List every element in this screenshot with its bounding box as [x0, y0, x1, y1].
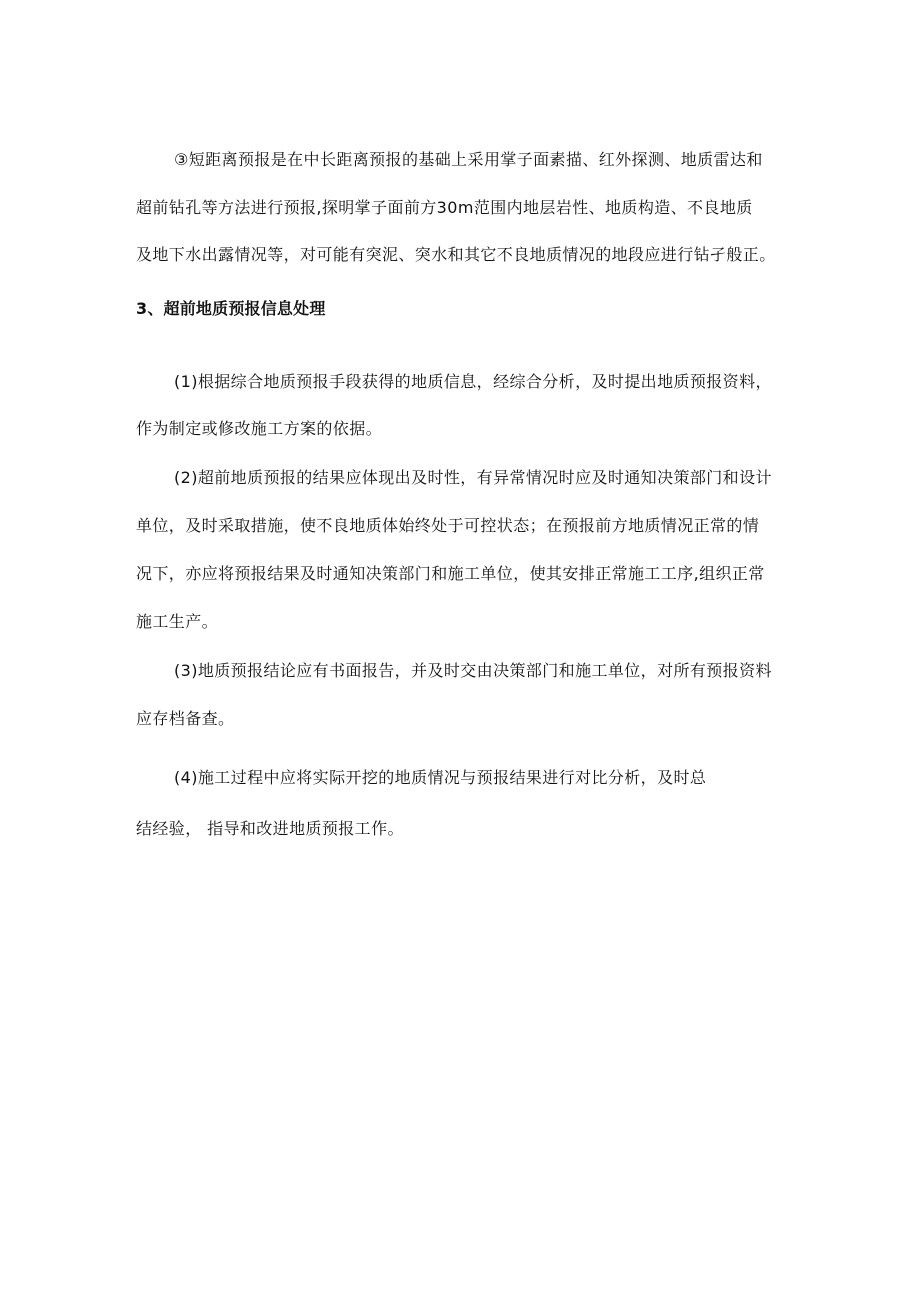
text-line: ③短距离预报是在中长距离预报的基础上采用掌子面素描、红外探测、地质雷达和: [174, 150, 763, 169]
section-heading: 3、超前地质预报信息处理: [136, 299, 326, 318]
text-line: 施工生产。: [136, 612, 219, 631]
text-line: (2)超前地质预报的结果应体现出及时性，有异常情况时应及时通知决策部门和设计: [174, 468, 772, 487]
text-line: 况下，亦应将预报结果及时通知决策部门和施工单位，使其安排正常施工工序,组织正常: [136, 564, 765, 583]
text-line: (4)施工过程中应将实际开挖的地质情况与预报结果进行对比分析，及时总: [174, 768, 707, 787]
text-line: 单位，及时采取措施，使不良地质体始终处于可控状态；在预报前方地质情况正常的情: [136, 516, 760, 535]
text-line: 应存档备查。: [136, 709, 235, 728]
text-line: 及地下水出露情况等，对可能有突泥、突水和其它不良地质情况的地段应进行钻孑般正。: [136, 245, 776, 264]
text-line: 作为制定或修改施工方案的依据。: [136, 419, 383, 438]
text-line: 超前钻孔等方法进行预报,探明掌子面前方30m范围内地层岩性、地质构造、不良地质: [136, 198, 753, 217]
text-line: 结经验， 指导和改进地质预报工作。: [136, 819, 404, 838]
text-line: (3)地质预报结论应有书面报告，并及时交由决策部门和施工单位，对所有预报资料: [174, 661, 772, 680]
text-line: (1)根据综合地质预报手段获得的地质信息，经综合分析，及时提出地质预报资料，: [174, 372, 772, 391]
